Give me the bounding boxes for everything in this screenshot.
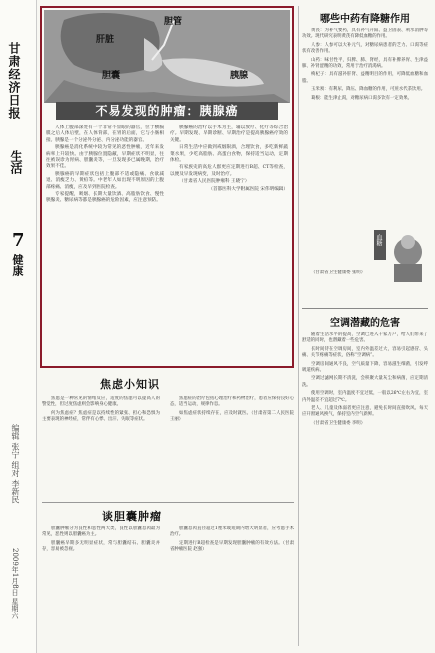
divider xyxy=(42,502,294,503)
paragraph: 定期进行B超检查是早期发现胆囊肿瘤的有效方法。（甘肃省肿瘤医院 赵强） xyxy=(170,540,294,553)
paragraph: 随着生活水平的提高，空调已进入千家万户，给人们带来了舒适的同时，也潜藏着一些危害。 xyxy=(302,332,428,344)
paragraph: 使用空调时，室内温度不宜过低，一般以26℃左右为宜，室内外温差不宜超过7℃。 xyxy=(302,391,428,403)
divider xyxy=(302,308,428,309)
article-body xyxy=(170,526,294,648)
paragraph: 胰腺癌的治疗以手术为主，辅以放疗、化疗等综合治疗。早期发现、早期诊断、早期治疗是提高胰腺癌疗效的关键。 xyxy=(170,125,288,143)
paragraph: 胰腺癌的早期症状包括上腹部不适或隐痛、食欲减退、消瘦乏力、黄疸等。中老年人如出现不明原因的上腹部疼痛、消瘦，应及早到医院检查。 xyxy=(46,171,164,190)
paragraph: 胰腺癌是消化系统中较为常见的恶性肿瘤，近年来发病率上升较快。由于胰腺位置隐蔽，早期症状不明显，往往被误诊为胃病、胆囊炎等，一旦发现多已属晚期，治疗效果不佳。 xyxy=(46,145,164,170)
feature-headline: 不易发现的肿瘤：胰腺癌 xyxy=(56,102,278,120)
paragraph: 枸杞子：具有滋补肝肾、益精明目的作用，可降低血糖和血脂。 xyxy=(302,72,428,84)
paragraph: 胆囊癌早期多无明显症状，常与胆囊结石、胆囊炎并存，容易被忽视。 xyxy=(42,540,160,553)
paragraph: （甘肃省卫生健康委 张明） xyxy=(311,270,366,275)
paragraph: 老人、儿童及体弱者更应注意，避免长时间直接吹风。每天应开窗通风换气，保持室内空气新鲜。 xyxy=(302,406,428,418)
masthead-strip xyxy=(0,0,37,653)
illustration-label: 血糖 xyxy=(375,234,382,246)
paragraph: 焦虑是一种常见的情绪反应，适度的焦虑可以提高人的警觉性，但过度焦虑则会影响身心健康。 xyxy=(42,396,160,408)
gallbladder-duct-label: 胆管 xyxy=(164,17,183,27)
paragraph: 胆囊肿瘤分为良性和恶性两大类，良性以胆囊息肉最为常见，恶性则以胆囊癌为主。 xyxy=(42,526,160,538)
blood-sugar-illustration xyxy=(368,228,428,286)
right-column xyxy=(300,6,430,646)
paragraph: （甘肃省人民医院肿瘤科 王晓宁） xyxy=(179,179,250,185)
paragraph: 空调房间通风不良，空气质量下降，容易滋生细菌，引发呼吸道疾病。 xyxy=(302,361,428,374)
liver-label: 肝脏 xyxy=(96,35,115,45)
article-body xyxy=(170,396,294,498)
byline: （首都医科大学附属医院 宋伟明编辑） xyxy=(208,186,288,192)
feature-column-1 xyxy=(46,125,164,361)
paragraph: 长时间待在空调房间，室内外温差过大，容易引起感冒、头痛、关节疼痛等症状，俗称“空调病”。 xyxy=(302,346,428,359)
article-body xyxy=(42,396,160,498)
article-body xyxy=(42,526,160,648)
paragraph: 如焦虑症状持续存在，应及时就医。（甘肃省第二人民医院 王丽） xyxy=(170,410,294,423)
article-title: 焦虑小知识 xyxy=(100,378,160,391)
page-number: 7 xyxy=(12,230,25,251)
feature-column-2 xyxy=(170,125,288,361)
section-name: 生活 xyxy=(9,150,23,174)
paragraph: 玉米须：有利尿、降压、降血糖的作用，可煎水代茶饮用。 xyxy=(311,87,426,93)
feature-article xyxy=(40,6,294,368)
paragraph: （甘肃省卫生健康委 李明） xyxy=(311,420,366,426)
paragraph: 葛根：能生津止渴，对糖尿病口渴多饮有一定效果。 xyxy=(311,95,412,101)
article-title: 谈胆囊肿瘤 xyxy=(102,510,162,523)
anatomy-figure xyxy=(44,10,290,103)
article-title: 哪些中药有降糖作用 xyxy=(320,14,410,25)
paragraph: 焦虑症的治疗包括心理治疗和药物治疗，患者应保持良好心态，适当运动，规律作息。 xyxy=(170,396,294,408)
paragraph: 黄芪：为补气要药，具有补气升阳、益卫固表、利水消肿等功效。现代研究表明黄芪有降低血糖的作用。 xyxy=(302,28,428,40)
article-title: 空调潜藏的危害 xyxy=(330,318,400,329)
date-line: 2009年1月8日 星期六 xyxy=(11,548,19,619)
paragraph: 胆囊息肉直径超过1厘米或短期内增大明显者，应考虑手术治疗。 xyxy=(170,526,294,538)
paragraph: 日常生活中应做到戒烟限酒，合理饮食，多吃新鲜蔬菜水果，少吃高脂肪、高蛋白食物，保持适当运动，定期体检。 xyxy=(170,145,288,164)
article-body xyxy=(302,332,428,642)
column-divider xyxy=(298,6,299,646)
paragraph: 专家提醒，吸烟、长期大量饮酒、高脂肪饮食、慢性胰腺炎、糖尿病等都是胰腺癌的危险因素，应注意预防。 xyxy=(46,192,164,204)
lower-stories xyxy=(40,372,296,650)
pancreas-label: 胰腺 xyxy=(230,71,249,81)
gallbladder-label: 胆囊 xyxy=(102,71,121,81)
article-body-continued xyxy=(302,270,368,306)
paper-name: 甘肃经济日报 xyxy=(7,42,21,120)
editor-line: 编辑 张宁 组对 李新民 xyxy=(11,424,20,504)
paragraph: 山药：味甘性平，归脾、肺、肾经，具有补脾养胃、生津益肺、补肾涩精的功效，常用于治疗消渴病。 xyxy=(302,57,428,70)
paragraph: 何为焦虑症？焦虑症是以持续性的紧张、担心和恐惧为主要表现的神经症，常伴有心悸、出汗、失眠等症状。 xyxy=(42,410,160,423)
paragraph: 人参：人参可以大补元气，对糖尿病患者的乏力、口渴等症状有改善作用。 xyxy=(302,42,428,55)
feature-body xyxy=(46,125,288,361)
page-label: 健康 xyxy=(11,254,24,276)
paragraph: 空调过滤网长期不清洗，会积聚大量灰尘和病菌，应定期清洗。 xyxy=(302,376,428,388)
paragraph: 有家族史的高危人群更应定期进行B超、CT等检查，以便及早发现病变，及时治疗。 xyxy=(170,165,288,177)
paragraph: 人体上腹部深处有一个非常不显眼的器官，位于横膈膜之后人体后壁，在人体背部，在胃的后面，它与小肠相接。胰腺是一个分泌外分泌、内分泌功能的器官。 xyxy=(46,125,164,143)
